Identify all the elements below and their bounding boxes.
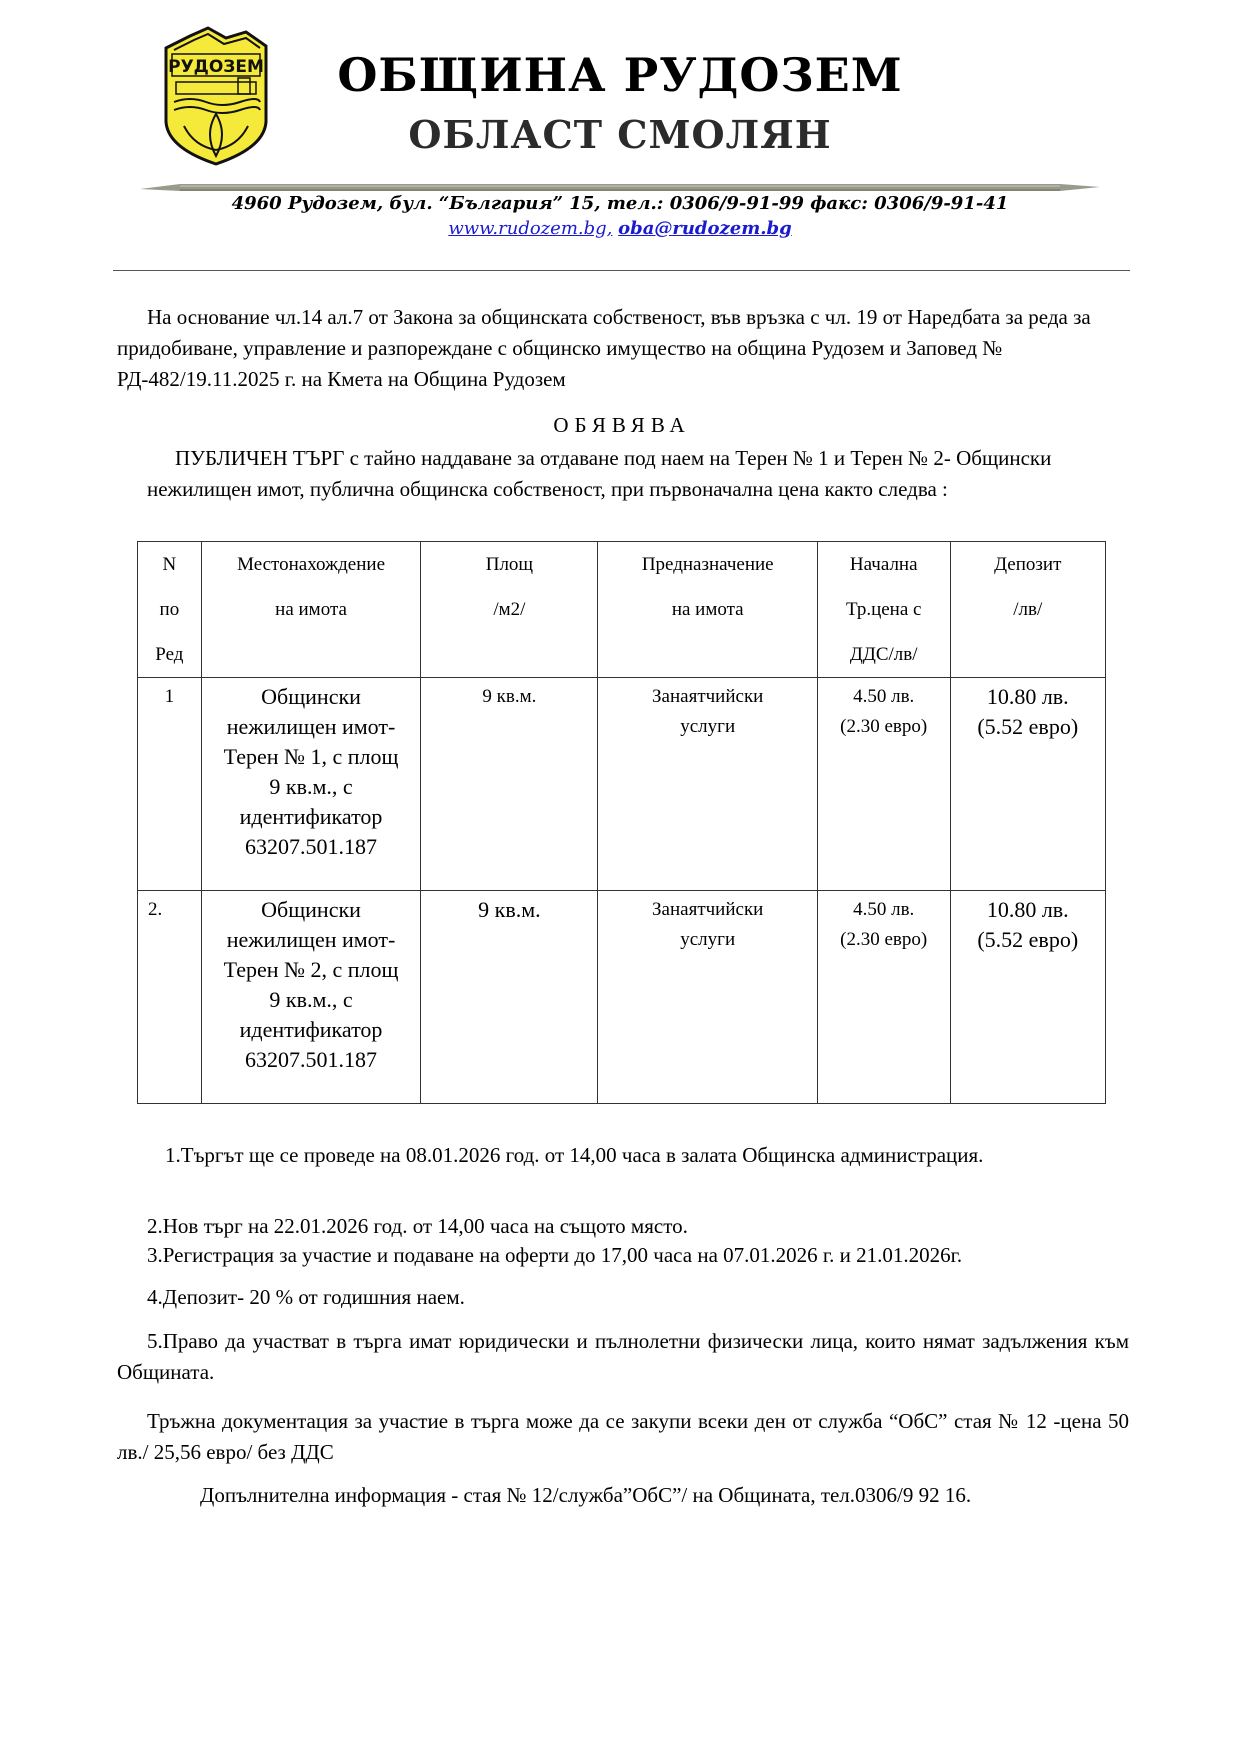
cell-number: 1	[138, 678, 202, 891]
header-divider	[113, 270, 1130, 271]
header-area: Площ /м2/	[421, 542, 598, 678]
cell-purpose: Занаятчийски услуги	[598, 678, 817, 891]
header-row-number: N по Ред	[138, 542, 202, 678]
cell-area: 9 кв.м.	[421, 678, 598, 891]
cell-location: Общински нежилищен имот- Терен № 1, с площ 9 кв.м., с идентификатор 63207.501.187	[201, 678, 421, 891]
logo-text: РУДОЗЕМ	[168, 57, 264, 77]
email-link[interactable]: oba@rudozem.bg	[618, 218, 792, 239]
header-rule	[140, 179, 1100, 188]
cell-deposit: 10.80 лв. (5.52 евро)	[950, 678, 1106, 891]
cell-deposit: 10.80 лв. (5.52 евро)	[950, 891, 1106, 1104]
announcement-heading: ОБЯВЯВА	[553, 413, 691, 437]
cell-purpose: Занаятчийски услуги	[598, 891, 817, 1104]
tender-documentation-note: Тръжна документация за участие в търга може да се закупи всеки ден от служба “ОбС” стая № 12 -цена 50 лв./ 25,56 евро/ без ДДС	[117, 1409, 1129, 1464]
cell-price: 4.50 лв. (2.30 евро)	[817, 891, 950, 1104]
header-location: Местонахождение на имота	[201, 542, 421, 678]
header-purpose: Предназначение на имота	[598, 542, 817, 678]
cell-number: 2.	[138, 891, 202, 1104]
cell-area: 9 кв.м.	[421, 891, 598, 1104]
header-deposit: Депозит /лв/	[950, 542, 1106, 678]
auction-text: ПУБЛИЧЕН ТЪРГ с тайно наддаване за отдаване под наем на Терен № 1 и Терен № 2- Общински нежилищен имот, публична общинска собственост, при първоначална цена както следва :	[147, 446, 1052, 501]
header-starting-price: Начална Тр.цена с ДДС/лв/	[817, 542, 950, 678]
intro-text: На основание чл.14 ал.7 от Закона за общинската собственост, във връзка с чл. 19 от Наредбата за реда за придобиване, управление и разпореждане с общинско имущество на община Рудозем и Заповед № РД-482/19.11.2025 г. на Кмета на Община Рудозем	[117, 305, 1091, 391]
cell-price: 4.50 лв. (2.30 евро)	[817, 678, 950, 891]
municipality-coat-of-arms	[160, 26, 272, 166]
table-row	[138, 891, 1106, 1104]
additional-info-note: Допълнителна информация - стая № 12/служба”ОбС”/ на Общината, тел.0306/9 92 16.	[200, 1483, 972, 1507]
table-row	[138, 678, 1106, 891]
condition-registration: 3.Регистрация за участие и подаване на оферти до 17,00 часа на 07.01.2026 г. и 21.01.2026г.	[147, 1243, 963, 1267]
intro-paragraph	[117, 302, 1127, 395]
municipality-title: ОБЩИНА РУДОЗЕМ	[337, 48, 903, 102]
condition-deposit: 4.Депозит- 20 % от годишния наем.	[147, 1285, 465, 1309]
property-table	[137, 541, 1106, 1104]
cell-location: Общински нежилищен имот- Терен № 2, с площ 9 кв.м., с идентификатор 63207.501.187	[201, 891, 421, 1104]
table-header-row	[138, 542, 1106, 678]
condition-auction-date: 1.Търгът ще се проведе на 08.01.2026 год. от 14,00 часа в залата Общинска администрация.	[165, 1143, 984, 1167]
contact-links	[140, 218, 1100, 239]
region-subtitle: ОБЛАСТ СМОЛЯН	[408, 112, 832, 157]
condition-eligibility: 5.Право да участват в търга имат юридически и пълнолетни физически лица, които нямат задължения към Общината.	[117, 1329, 1129, 1384]
condition-new-auction: 2.Нов търг на 22.01.2026 год. от 14,00 часа на същото място.	[147, 1214, 688, 1238]
auction-paragraph	[147, 443, 1127, 505]
contact-address: 4960 Рудозем, бул. “България” 15, тел.: 0306/9-91-99 факс: 0306/9-91-41	[231, 193, 1009, 214]
website-link[interactable]: www.rudozem.bg,	[448, 218, 613, 239]
